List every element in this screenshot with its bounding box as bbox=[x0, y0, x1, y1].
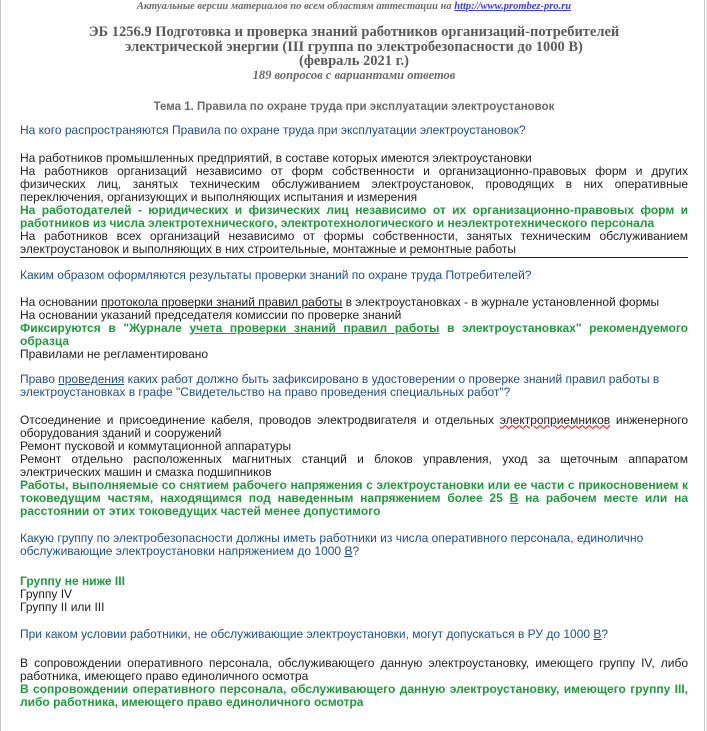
answer-1-2: На работников организаций независимо от форм собственности и организационно-правовых форм и других физических лиц, занятых техническим обслуживанием электроустановок, проводящих в них оперативные переключения, организующих и выполняющих испытания и измерения bbox=[20, 164, 688, 204]
question-5: При каком условии работники, не обслуживающие электроустановки, могут допускаться в РУ до 1000 В? bbox=[20, 626, 609, 641]
question-3: Право проведения каких работ должно быть зафиксировано в удостоверении о проверке знаний правил работы в электроустановках в графе "Свидетельство на право проведения специальных работ"? bbox=[20, 371, 660, 399]
topic-heading: Тема 1. Правила по охране труда при эксплуатации электроустановок bbox=[153, 100, 555, 113]
title-line-2: электрической энергии (III группа по электробезопасности до 1000 В) bbox=[125, 38, 583, 55]
answers-3 bbox=[20, 414, 688, 518]
section-divider bbox=[20, 257, 688, 258]
answer-3-1: Отсоединение и присоединение кабеля, проводов электродвигателя и отдельных электроприемников инженерного оборудования зданий и сооружений bbox=[20, 412, 688, 440]
header-note-text: Актуальные версии материалов по всем областям аттестации на bbox=[136, 1, 452, 12]
answer-4-3: Группу II или III bbox=[20, 599, 105, 614]
answer-3-3: Ремонт отдельно расположенных магнитных станций и блоков управления, уход за щеточным аппаратом электрических машин и смазка подшипников bbox=[20, 451, 688, 479]
answer-2-2: На основании указаний председателя комиссии по проверке знаний bbox=[20, 307, 402, 322]
document-page bbox=[20, 0, 688, 709]
title-line-1: ЭБ 1256.9 Подготовка и проверка знаний работников организаций-потребителей bbox=[88, 24, 620, 40]
answers-2 bbox=[20, 296, 688, 361]
page-border-left bbox=[0, 0, 1, 731]
answer-1-4: На работников всех организаций независимо от формы собственности, занятых техническим обслуживанием электроустановок и выполняющих в них строительные, монтажные и ремонтные работы bbox=[20, 229, 688, 256]
answer-5-1: В сопровождении оперативного персонала, обслуживающего данную электроустановку, имеющего группу IV, либо работника, имеющего право единоличного осмотра bbox=[20, 656, 688, 683]
question-4: Какую группу по электробезопасности должны иметь работники из числа оперативного персонала, единолично обслуживающие электроустановки напряжением до 1000 В? bbox=[20, 530, 644, 558]
document-title bbox=[20, 25, 688, 69]
answer-2-4: Правилами не регламентировано bbox=[20, 346, 209, 361]
answer-3-4-correct: Работы, выполняемые со снятием рабочего напряжения с электроустановки или ее части с прикосновением к токоведущим частям, находящимся под наведенным напряжением более 25 В на рабочем месте или на расстоянии от этих токоведущих частей менее допустимого bbox=[20, 477, 688, 518]
title-line-3: (февраль 2021 г.) bbox=[298, 53, 410, 69]
answer-5-2-correct: В сопровождении оперативного персонала, обслуживающего данную электроустановку, имеющего группу III, либо работника, имеющего право единоличного осмотра bbox=[20, 682, 688, 709]
answers-5 bbox=[20, 657, 688, 709]
question-2: Каким образом оформляются результаты проверки знаний по охране труда Потребителей? bbox=[20, 268, 532, 282]
document-subtitle: 189 вопросов с вариантами ответов bbox=[252, 67, 456, 82]
prombez-link[interactable]: http://www.prombez-pro.ru bbox=[454, 1, 572, 12]
question-1: На кого распространяются Правила по охране труда при эксплуатации электроустановок? bbox=[20, 122, 526, 137]
answer-1-3-correct: На работодателей - юридических и физических лиц независимо от их организационно-правовых форм и работников из числа электротехнического, электротехнологического и неэлектротехнического персонала bbox=[20, 203, 688, 230]
answers-4 bbox=[20, 575, 688, 614]
answer-3-2: Ремонт пусковой и коммутационной аппаратуры bbox=[20, 438, 292, 453]
answer-4-1-correct: Группу не ниже III bbox=[20, 573, 125, 588]
answer-2-3-correct: Фиксируются в "Журнале учета проверки знаний правил работы в электроустановках" рекомендуемого образца bbox=[20, 320, 688, 348]
answer-2-1: На основании протокола проверки знаний правил работы в электроустановках - в журнале установленной формы bbox=[20, 294, 660, 309]
page-border-right bbox=[704, 0, 705, 731]
answer-4-2: Группу IV bbox=[20, 586, 73, 601]
answer-1-1: На работников промышленных предприятий, в составе которых имеются электроустановки bbox=[20, 151, 532, 165]
header-note bbox=[20, 0, 688, 14]
answers-1 bbox=[20, 152, 688, 256]
